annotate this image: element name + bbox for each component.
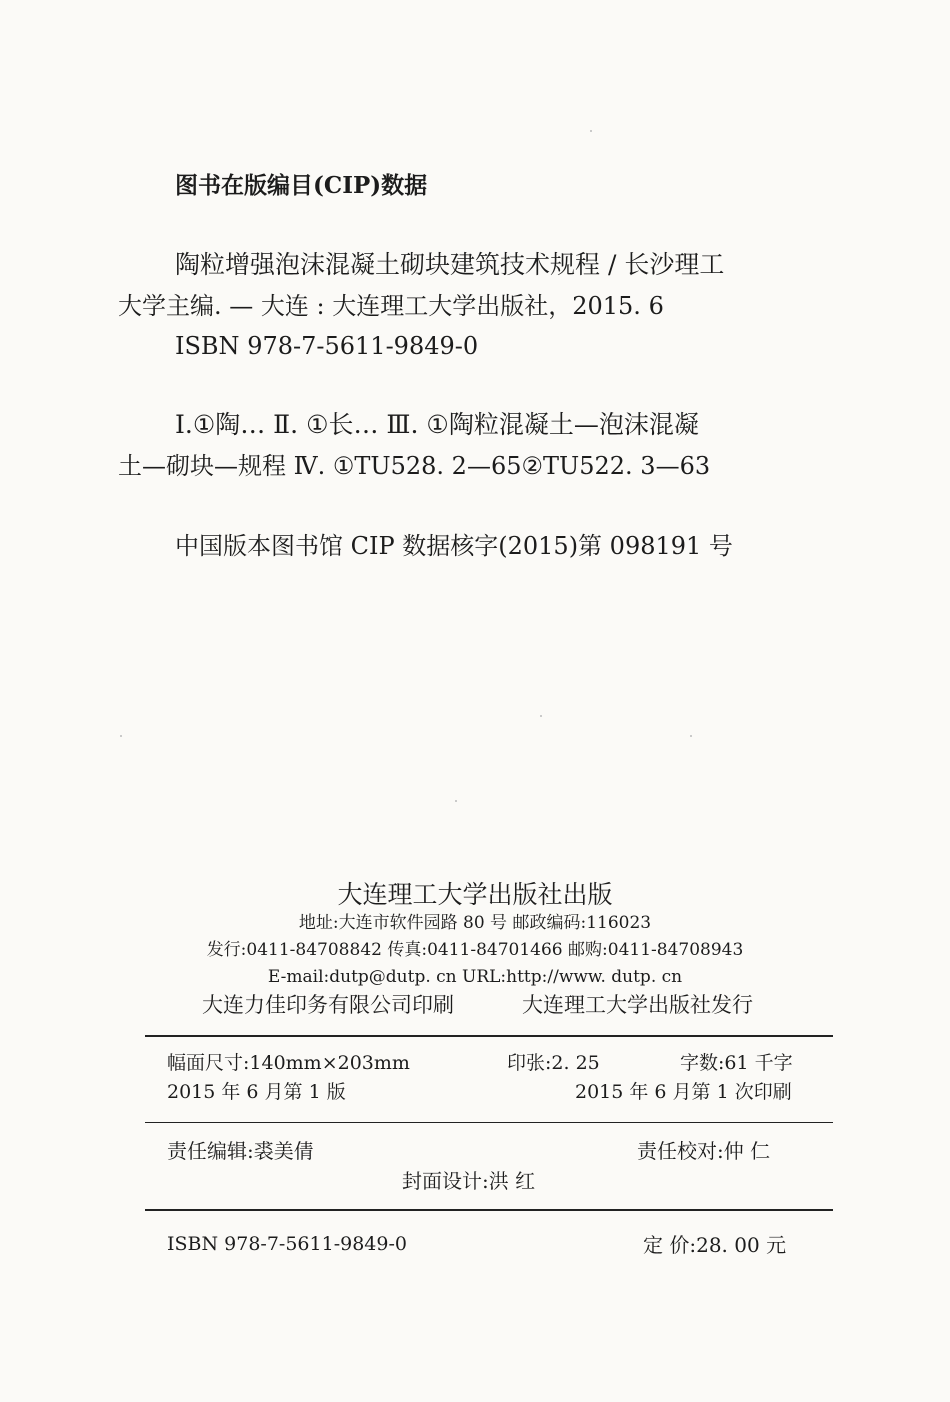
responsible-editor: 责任编辑:裘美倩 — [167, 1139, 314, 1163]
proofreader: 责任校对:仲 仁 — [637, 1139, 771, 1163]
price: 定 价:28. 00 元 — [643, 1233, 787, 1257]
middle-divider — [145, 1122, 833, 1123]
printer-name: 大连力佳印务有限公司印刷 — [202, 993, 454, 1017]
cip-title-line-1: 陶粒增强泡沫混凝土砌块建筑技术规程 / 长沙理工 — [175, 250, 725, 279]
scan-speck — [590, 130, 592, 132]
publisher-web: E-mail:dutp@dutp. cn URL:http://www. dutp. cn — [267, 967, 683, 987]
scan-speck — [120, 735, 122, 737]
cip-record-number: 中国版本图书馆 CIP 数据核字(2015)第 098191 号 — [175, 532, 733, 560]
cip-subject-line-1: Ⅰ.①陶… Ⅱ. ①长… Ⅲ. ①陶粒混凝土—泡沫混凝 — [175, 410, 699, 439]
cip-isbn-line: ISBN 978-7-5611-9849-0 — [175, 332, 479, 360]
cover-designer: 封面设计:洪 红 — [402, 1169, 536, 1193]
printed-sheets: 印张:2. 25 — [507, 1052, 600, 1074]
word-count: 字数:61 千字 — [680, 1052, 793, 1074]
scan-speck — [690, 735, 692, 737]
scan-speck — [540, 715, 542, 717]
footer-isbn: ISBN 978-7-5611-9849-0 — [167, 1233, 407, 1255]
distributor-name: 大连理工大学出版社发行 — [522, 993, 753, 1017]
cip-subject-line-2: 土—砌块—规程 Ⅳ. ①TU528. 2—65②TU522. 3—63 — [118, 452, 711, 480]
top-divider — [145, 1035, 833, 1037]
publisher-phones: 发行:0411-84708842 传真:0411-84701466 邮购:0411-84708943 — [206, 940, 744, 960]
bottom-divider — [145, 1209, 833, 1211]
format-size: 幅面尺寸:140mm×203mm — [167, 1052, 410, 1074]
publisher-address: 地址:大连市软件园路 80 号 邮政编码:116023 — [298, 913, 652, 933]
printing-date: 2015 年 6 月第 1 次印刷 — [575, 1081, 792, 1103]
cip-title-line-2: 大学主编. — 大连 : 大连理工大学出版社，2015. 6 — [118, 292, 664, 320]
cip-heading: 图书在版编目(CIP)数据 — [175, 172, 428, 199]
publisher-name: 大连理工大学出版社出版 — [337, 880, 613, 909]
scan-speck — [455, 800, 457, 802]
edition-date: 2015 年 6 月第 1 版 — [167, 1081, 346, 1103]
